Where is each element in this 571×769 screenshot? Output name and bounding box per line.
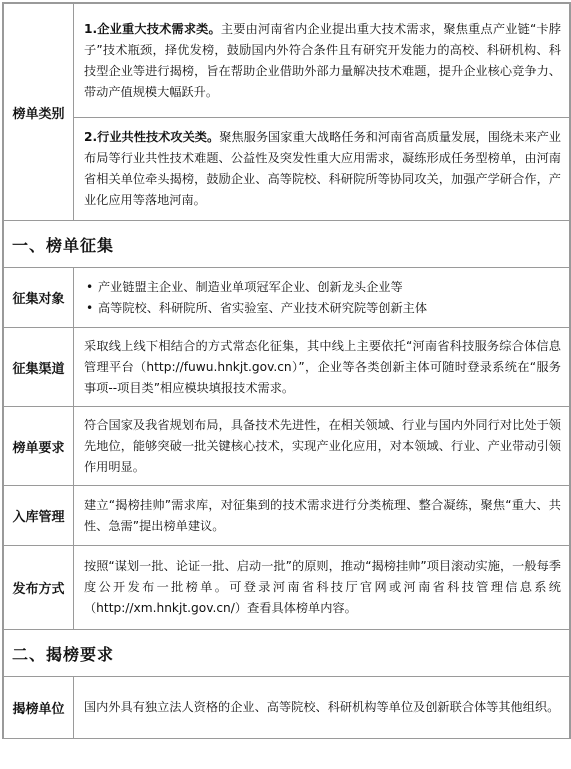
table-row <box>4 546 570 630</box>
document-table <box>3 3 570 739</box>
section-title-2: 二、揭榜要求 <box>4 630 570 677</box>
category-item-2-title: 2.行业共性技术攻关类。 <box>84 130 220 144</box>
table-row <box>4 630 570 677</box>
list-item-text: 高等院校、科研院所、省实验室、产业技术研究院等创新主体 <box>98 300 428 315</box>
section-title-1: 一、榜单征集 <box>4 221 570 268</box>
table-row <box>4 221 570 268</box>
channels-text: 采取线上线下相结合的方式常态化征集，其中线上主要依托“河南省科技服务综合体信息管理平台（http://fuwu.hnkjt.gov.cn）”，企业等各类创新主体可随时登录系统在“服务事项--项目类”相应模块填报技术需求。 <box>74 328 570 407</box>
category-label: 榜单类别 <box>4 4 74 221</box>
table-row <box>4 268 570 328</box>
storage-label: 入库管理 <box>4 486 74 546</box>
publish-label: 发布方式 <box>4 546 74 630</box>
channels-label: 征集渠道 <box>4 328 74 407</box>
table-row <box>4 4 570 118</box>
list-item <box>84 277 561 298</box>
category-item-1 <box>74 4 570 118</box>
table-row <box>4 677 570 739</box>
table-row <box>4 118 570 221</box>
targets-list <box>84 277 561 319</box>
category-item-2 <box>74 118 570 221</box>
list-item <box>84 298 561 319</box>
category-item-1-title: 1.企业重大技术需求类。 <box>84 21 221 36</box>
targets-content <box>74 268 570 328</box>
category-item-2-text: 聚焦服务国家重大战略任务和河南省高质量发展，围绕未来产业布局等行业共性技术难题、公益性及突发性重大应用需求，凝练形成任务型榜单，由河南省相关单位牵头揭榜，鼓励企业、高等院校、科研院所等协同攻关，加强产学研合作，产业化应用等落地河南。 <box>84 130 561 207</box>
bullet-icon: • <box>86 279 94 294</box>
table-row <box>4 486 570 546</box>
unit-text: 国内外具有独立法人资格的企业、高等院校、科研机构等单位及创新联合体等其他组织。 <box>74 677 570 739</box>
document-table-wrapper <box>2 2 571 739</box>
bullet-icon: • <box>86 300 94 315</box>
storage-text: 建立“揭榜挂帅”需求库，对征集到的技术需求进行分类梳理、整合凝练，聚焦“重大、共性、急需”提出榜单建议。 <box>74 486 570 546</box>
unit-label: 揭榜单位 <box>4 677 74 739</box>
category-item-1-text: 主要由河南省内企业提出重大技术需求，聚焦重点产业链“卡脖子”技术瓶颈，择优发榜，鼓励国内外符合条件且有研究开发能力的高校、科研机构、科技型企业等进行揭榜，旨在帮助企业借助外部力量解决技术难题，提升企业核心竞争力、带动产值规模大幅跃升。 <box>84 21 561 99</box>
requirements-label: 榜单要求 <box>4 407 74 486</box>
table-row <box>4 407 570 486</box>
table-row <box>4 328 570 407</box>
publish-text: 按照“谋划一批、论证一批、启动一批”的原则，推动“揭榜挂帅”项目滚动实施，一般每季度公开发布一批榜单。可登录河南省科技厅官网或河南省科技管理信息系统（http://xm.hnkjt.gov.cn/）查看具体榜单内容。 <box>74 546 570 630</box>
list-item-text: 产业链盟主企业、制造业单项冠军企业、创新龙头企业等 <box>98 279 403 294</box>
requirements-text: 符合国家及我省规划布局，具备技术先进性，在相关领域、行业与国内外同行对比处于领先地位，能够突破一批关键核心技术，实现产业化应用，对本领域、行业、产业带动引领作用明显。 <box>74 407 570 486</box>
targets-label: 征集对象 <box>4 268 74 328</box>
